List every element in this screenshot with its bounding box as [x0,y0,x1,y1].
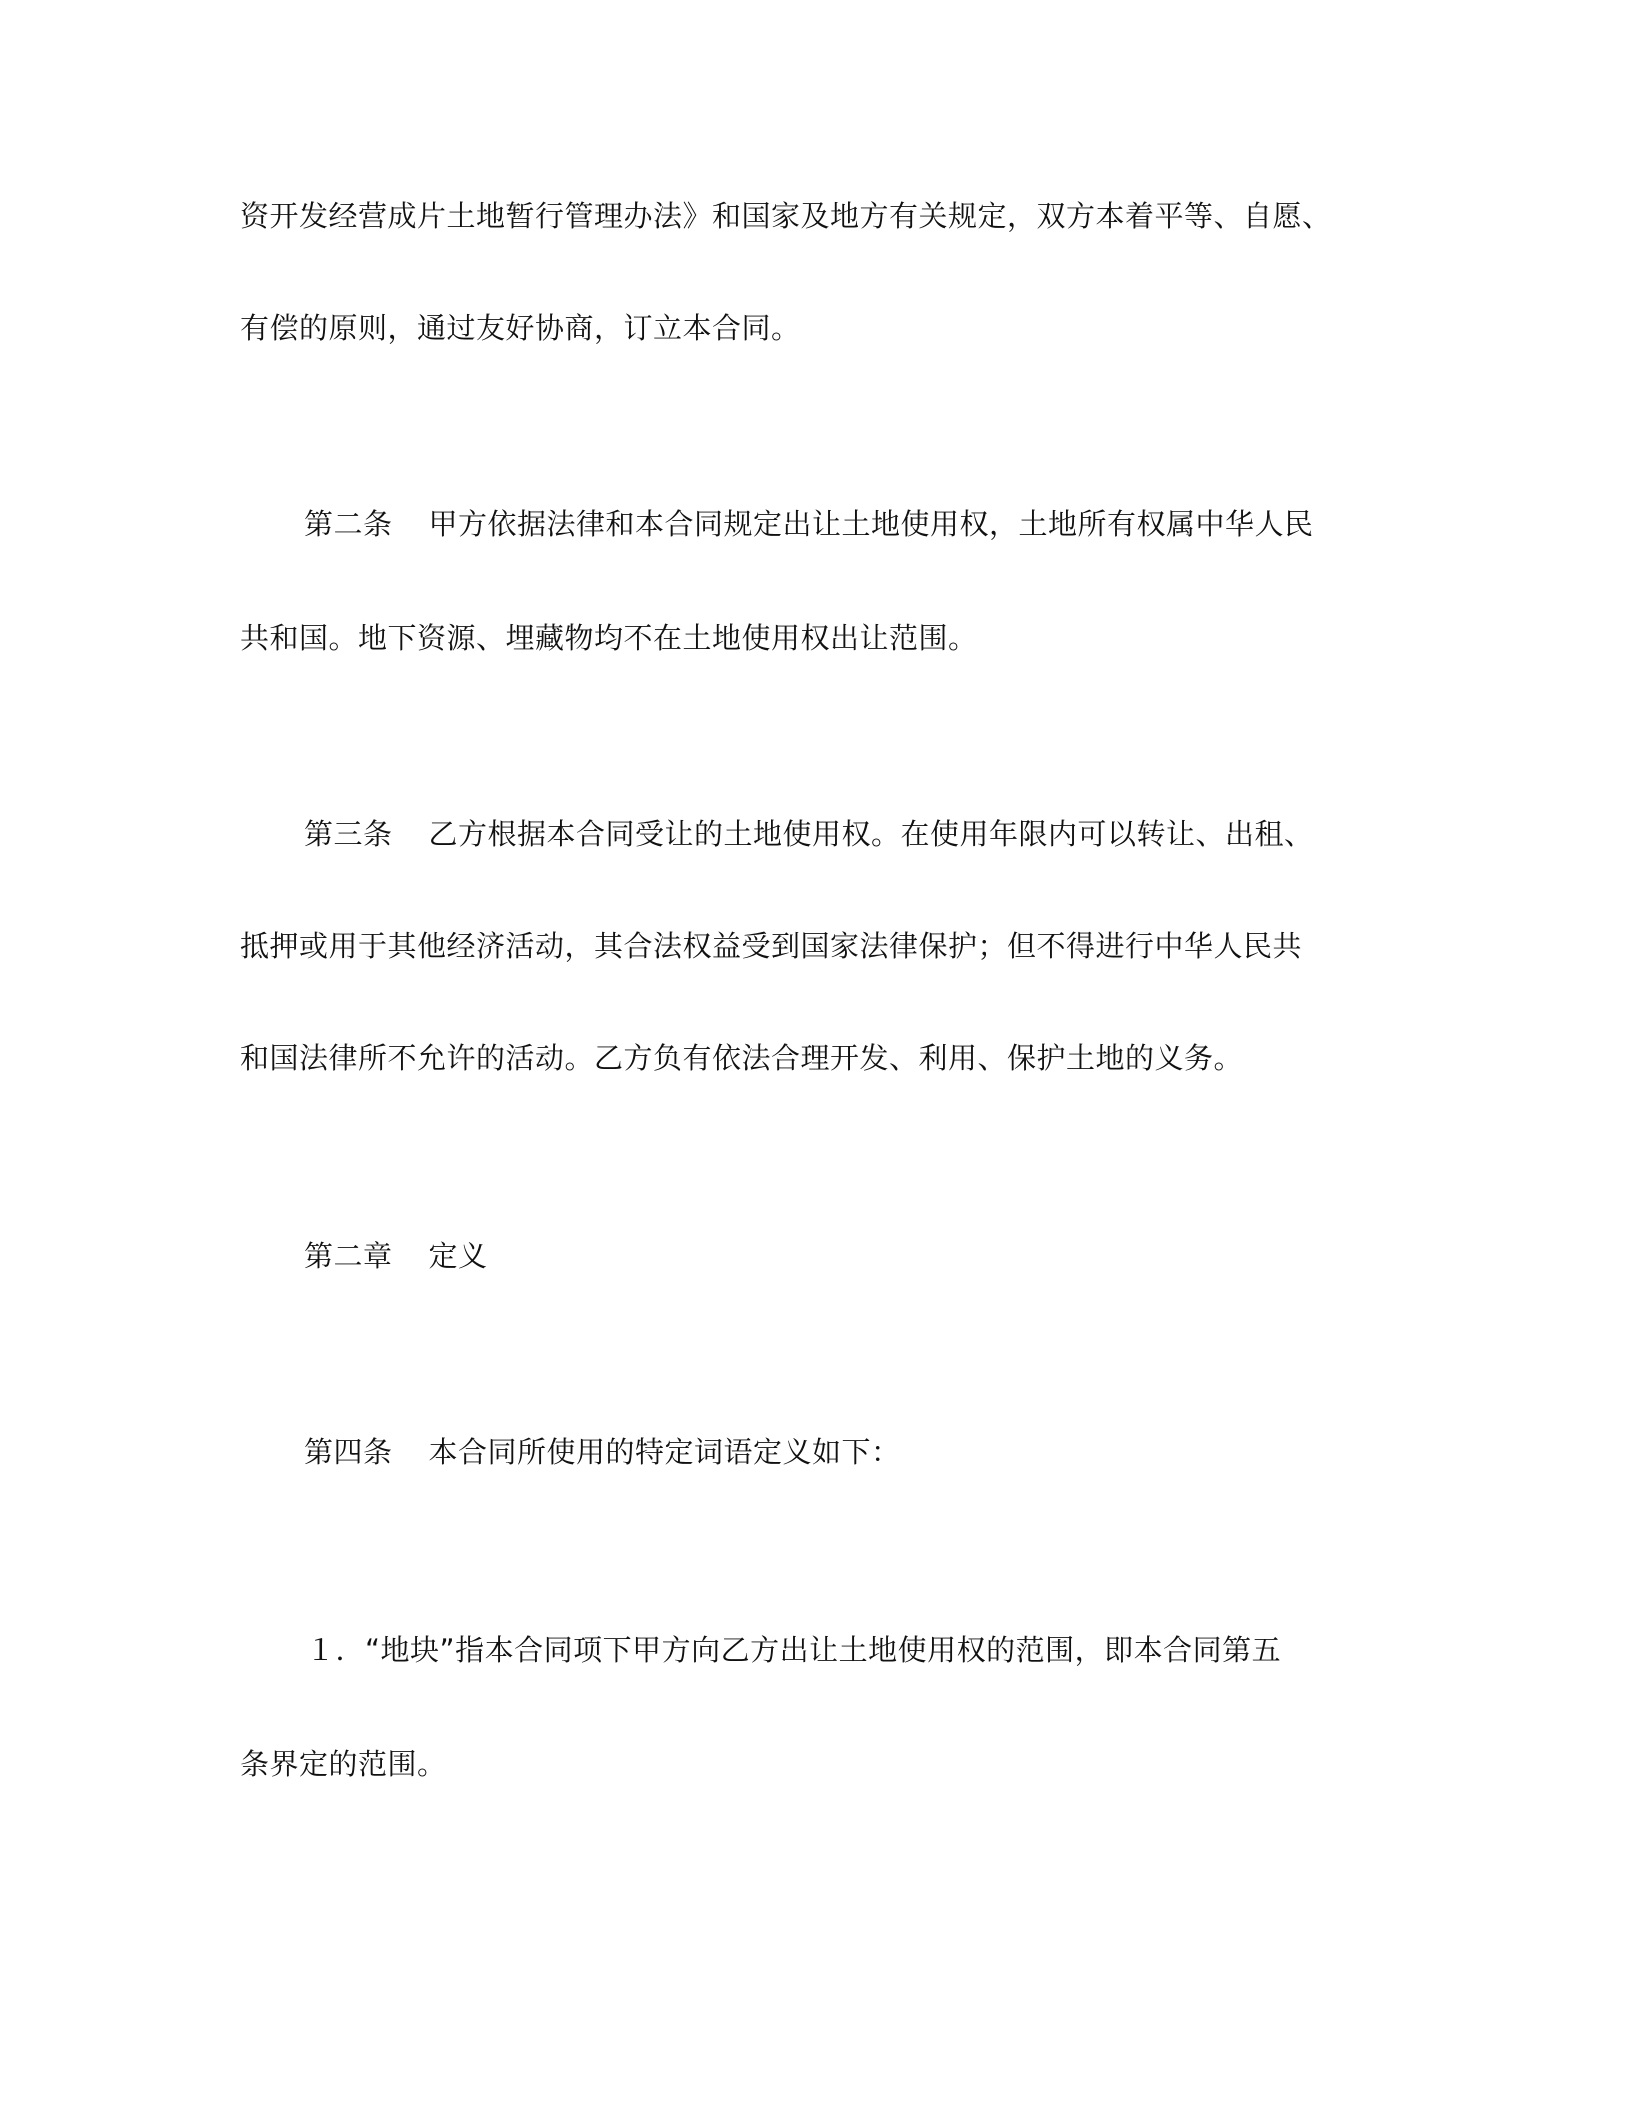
chapter-label: 第二章 [304,1239,393,1273]
paragraph-line: 抵押或用于其他经济活动，其合法权益受到国家法律保护；但不得进行中华人民共 [240,929,1303,963]
article-label: 第三条 [304,817,393,851]
article-2-line [304,504,1314,544]
item-number: １． [306,1633,366,1667]
paragraph-line: 共和国。地下资源、埋藏物均不在土地使用权出让范围。 [240,621,978,655]
article-text: 本合同所使用的特定词语定义如下： [428,1435,901,1469]
article-3-line [304,814,1314,854]
article-label: 第四条 [304,1435,393,1469]
article-text: 甲方依据法律和本合同规定出让土地使用权，土地所有权属中华人民 [428,507,1314,541]
chapter-title: 定义 [428,1239,488,1273]
article-4-line [304,1432,901,1472]
paragraph-line: 和国法律所不允许的活动。乙方负有依法合理开发、利用、保护土地的义务。 [240,1041,1244,1075]
definition-item-1 [306,1630,1281,1670]
chapter-heading [304,1236,488,1276]
paragraph-line: 条界定的范围。 [240,1747,447,1781]
paragraph-line: 有偿的原则，通过友好协商，订立本合同。 [240,311,801,345]
paragraph-line: 资开发经营成片土地暂行管理办法》和国家及地方有关规定，双方本着平等、自愿、 [240,199,1332,233]
item-text: “地块”指本合同项下甲方向乙方出让土地使用权的范围，即本合同第五 [365,1633,1282,1667]
article-label: 第二条 [304,507,393,541]
article-text: 乙方根据本合同受让的土地使用权。在使用年限内可以转让、出租、 [428,817,1314,851]
